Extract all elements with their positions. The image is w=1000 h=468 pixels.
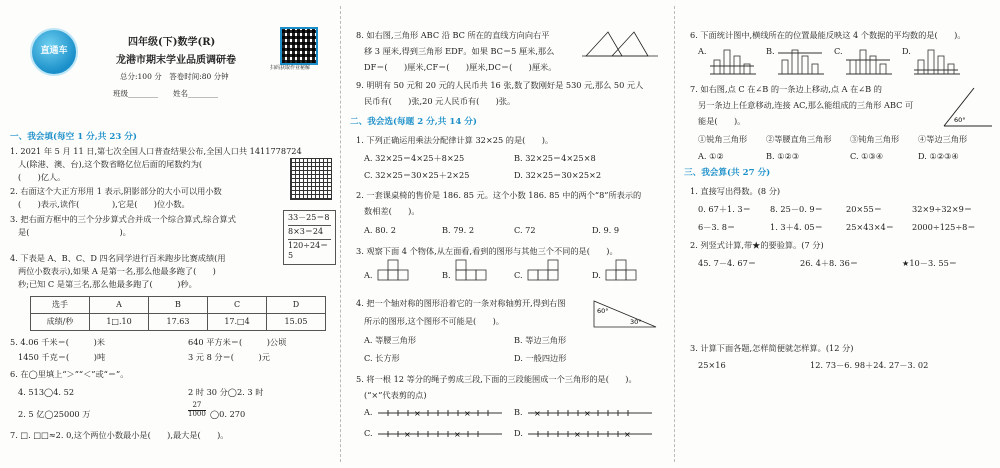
step-eq-3: 120÷24＝5 [288, 240, 329, 261]
q7-line2: 另一条边上任意移动,连接 AC,那么能组成的三角形 ABC 可 [698, 100, 914, 110]
rope-option-a-label[interactable]: A. [364, 407, 373, 417]
rope-figure-a [376, 405, 506, 419]
cube-figure-a [376, 258, 416, 284]
q4-line1: 4. 下表是 A、B、C、D 四名同学进行百米跑步比赛成绩(用 [10, 253, 226, 263]
svg-text:×: × [404, 430, 411, 439]
divider [674, 6, 675, 462]
q7: 7. □. □□≈2. 0,这个两位小数最小是( ),最大是( )。 [10, 430, 229, 440]
s2-q4-b[interactable]: B. 等边三角形 [514, 335, 567, 345]
cube-figure-b [454, 258, 494, 284]
s2-q3-d[interactable]: D. [592, 270, 601, 280]
s2-q2-line2: 数相差( )。 [364, 206, 420, 216]
simplify-calc-2: 12. 73－6. 98＋24. 27－3. 02 [810, 360, 929, 370]
decimal-grid [290, 158, 332, 200]
s2-q1-c[interactable]: C. 32×25＝30×25＋2×25 [364, 170, 470, 180]
s2-q4-c[interactable]: C. 长方形 [364, 353, 400, 363]
table-header-cell: C [208, 297, 267, 314]
s2-q3-c[interactable]: C. [514, 270, 523, 280]
q9-line2: 民币有( )张,20 元人民币有( )张。 [364, 96, 516, 106]
s2-q2-c[interactable]: C. 72 [514, 225, 536, 235]
s2-q1-d[interactable]: D. 32×25＝30×25×2 [514, 170, 602, 180]
divider [340, 6, 341, 462]
svg-text:×: × [574, 430, 581, 439]
qr-caption: 扫码获取作业秘解 [270, 65, 311, 71]
q5-c: 1450 千克＝( )吨 [18, 352, 106, 362]
column-1 [0, 0, 336, 468]
q6-bar-chart: 6. 下面统计图中,横线所在的位置最能反映这 4 个数据的平均数的是( )。 [690, 30, 966, 40]
rope-figure-c [376, 426, 506, 440]
rope-figure-d [526, 426, 656, 440]
q2-line1: 2. 右面这个大正方形用 1 表示,阴影部分的大小可以用小数 [10, 186, 222, 196]
q7-opt-4: ④等边三角形 [918, 134, 968, 144]
q7-opt-1: ①锐角三角形 [698, 134, 748, 144]
q4-line3: 秒;已知 C 是第三名,那么他最多跑了( )秒。 [18, 279, 197, 289]
s2-q4-d[interactable]: D. 一般四边形 [514, 353, 567, 363]
vertical-calc-1: 45. 7－4. 67＝ [698, 258, 757, 268]
section-3-title: 三、我会算(共 27 分) [684, 168, 771, 178]
calc-cell: 2000÷125÷8＝ [912, 222, 976, 232]
exam-subtitle: 龙港市期末学业品质调研卷 [116, 55, 236, 66]
bar-chart-b [776, 46, 826, 76]
bar-option-b-label[interactable]: B. [766, 46, 775, 56]
angle-figure [940, 84, 996, 130]
fraction-numerator: 27 [188, 402, 206, 411]
svg-text:×: × [454, 430, 461, 439]
q5-b: 640 平方米＝( )公顷 [188, 337, 287, 347]
column-2 [346, 0, 670, 468]
rope-figure-b [526, 405, 656, 419]
logo-text: 直通车 [40, 46, 68, 56]
svg-text:×: × [624, 430, 631, 439]
exam-title: 四年级(下)数学(R) [128, 37, 216, 48]
q6-title: 6. 在◯里填上“＞”“＜”或“＝”。 [10, 369, 129, 379]
q9-line1: 9. 明明有 50 元和 20 元的人民币共 16 张,数了数刚好是 530 元,那么 50 元人 [356, 80, 644, 90]
table-cell: 15.05 [267, 314, 326, 331]
cube-figure-c [526, 258, 566, 284]
table-header-cell: 选手 [31, 297, 90, 314]
step-eq-2: 8×3＝24 [288, 226, 331, 240]
q6-a: 4. 513◯4. 52 [18, 387, 75, 397]
s2-q4-line1: 4. 把一个轴对称的图形沿着它的一条对称轴剪开,得到右图 [356, 298, 566, 308]
calc-cell: 0. 67＋1. 3＝ [698, 204, 751, 214]
q6-b: 2 时 30 分◯2. 3 时 [188, 387, 264, 397]
column-3 [680, 0, 1000, 468]
q8-line3: DF＝( )厘米,CF＝( )厘米,DC＝( )厘米。 [364, 62, 557, 72]
vertical-calc-3: ★10－3. 55＝ [902, 258, 957, 268]
table-header-cell: D [267, 297, 326, 314]
svg-text:×: × [534, 409, 541, 418]
q7-line1: 7. 如右图,点 C 在∠B 的一条边上移动,点 A 在∠B 的 [690, 84, 882, 94]
svg-text:×: × [414, 409, 421, 418]
section-1-title: 一、我会填(每空 1 分,共 23 分) [10, 132, 137, 142]
bar-chart-d [912, 46, 962, 76]
s2-q4-a[interactable]: A. 等腰三角形 [364, 335, 417, 345]
q1-line3: ( )亿人。 [18, 172, 66, 182]
bar-option-a-label[interactable]: A. [698, 46, 707, 56]
step-equations-box [283, 210, 336, 265]
s3-q2: 2. 列竖式计算,带★的要验算。(7 分) [690, 240, 824, 250]
q6-d-rest: ◯0. 270 [210, 409, 246, 419]
table-row [31, 314, 326, 331]
vertical-calc-2: 26. 4＋8. 36＝ [800, 258, 859, 268]
translation-triangles-figure [578, 28, 668, 60]
table-cell: 17.□4 [208, 314, 267, 331]
qr-code[interactable] [280, 27, 318, 65]
right-triangle-figure [590, 297, 660, 331]
q1-line1: 1. 2021 年 5 月 11 日,第七次全国人口普查结果公布,全国人口共 1411778724 [10, 146, 302, 156]
s2-q3: 3. 观察下面 4 个物体,从左面看,看到的图形与其他三个不同的是( )。 [356, 246, 618, 256]
fraction-denominator: 1000 [188, 409, 206, 418]
table-header-cell: B [149, 297, 208, 314]
q6-d-fraction [188, 402, 206, 418]
q7-choice-a[interactable]: A. ①② [698, 151, 724, 161]
q7-choice-c[interactable]: C. ①③④ [850, 151, 884, 161]
table-cell: 成绩/秒 [31, 314, 90, 331]
angle-label: 60° [954, 116, 966, 124]
class-name-line: 班级________ 姓名________ [113, 89, 218, 98]
calc-cell: 6－3. 8＝ [698, 222, 736, 232]
s2-q5-note: (“×”代表剪的点) [364, 390, 427, 400]
q7-line3: 能是( )。 [698, 116, 746, 126]
q5-d: 3 元 8 分＝( )元 [188, 352, 270, 362]
s2-q2-d[interactable]: D. 9. 9 [592, 225, 620, 235]
q8-line1: 8. 如右图,三角形 ABC 沿 BC 所在的直线方向向右平 [356, 30, 550, 40]
rope-option-c-label[interactable]: C. [364, 428, 373, 438]
score-time: 总分:100 分 答卷时间:80 分钟 [120, 72, 229, 81]
s2-q2-b[interactable]: B. 79. 2 [442, 225, 475, 235]
logo-badge [30, 28, 78, 76]
table-header-row [31, 297, 326, 314]
calc-cell: 25×43×4＝ [846, 222, 894, 232]
calc-cell: 20×55＝ [846, 204, 882, 214]
s3-q3: 3. 计算下面各题,怎样简便就怎样算。(12 分) [690, 343, 854, 353]
q4-line2: 两位小数表示),如果 A 是第一名,那么他最多跑了( ) [18, 266, 216, 276]
s2-q2: 2. 一套课桌椅的售价是 186. 85 元。这个小数 186. 85 中的两个“8”所表示的 [356, 190, 642, 200]
s2-q2-a[interactable]: A. 80. 2 [364, 225, 396, 235]
step-eq-1: 33－25＝8 [288, 212, 331, 226]
q8-line2: 移 3 厘米,得到三角形 EDF。如果 BC＝5 厘米,那么 [364, 46, 555, 56]
svg-text:×: × [464, 409, 471, 418]
q2-line2: ( )表示,读作( ),它是( )位小数。 [18, 199, 190, 209]
q3-line2: 是( )。 [18, 227, 131, 237]
angle-label-30: 30° [630, 318, 642, 326]
s3-q1: 1. 直接写出得数。(8 分) [690, 186, 781, 196]
q6-c: 2. 5 亿◯25000 万 [18, 409, 91, 419]
table-cell: 1□.10 [90, 314, 149, 331]
s2-q5: 5. 将一根 12 等分的绳子剪成三段,下面的三段能围成一个三角形的是( )。 [356, 374, 637, 384]
calc-cell: 1. 3＋4. 05＝ [770, 222, 823, 232]
section-2-title: 二、我会选(每题 2 分,共 14 分) [350, 117, 477, 127]
cube-figure-d [604, 258, 644, 284]
s2-q4-line2: 所示的图形,这个图形不可能是( )。 [364, 316, 504, 326]
bar-chart-c [844, 46, 894, 76]
rope-option-b-label[interactable]: B. [514, 407, 523, 417]
bar-chart-a [708, 46, 758, 76]
bar-option-d-label[interactable]: D. [902, 46, 911, 56]
rope-option-d-label[interactable]: D. [514, 428, 523, 438]
s2-q3-b[interactable]: B. [442, 270, 451, 280]
q7-opt-2: ②等腰直角三角形 [766, 134, 832, 144]
svg-text:×: × [584, 409, 591, 418]
table-header-cell: A [90, 297, 149, 314]
s2-q1-a[interactable]: A. 32×25＝4×25＋8×25 [364, 153, 465, 163]
angle-label-60: 60° [597, 307, 609, 315]
simplify-calc-1: 25×16 [698, 360, 726, 370]
s2-q1-b[interactable]: B. 32×25＝4×25×8 [514, 153, 596, 163]
calc-cell: 8. 25－0. 9＝ [770, 204, 823, 214]
calc-cell: 32×9÷32×9＝ [912, 204, 973, 214]
q7-choice-d[interactable]: D. ①②③④ [918, 151, 959, 161]
table-cell: 17.63 [149, 314, 208, 331]
bar-option-c-label[interactable]: C. [834, 46, 843, 56]
q5-a: 5. 4.06 千米＝( )米 [10, 337, 105, 347]
q3-line1: 3. 把右面方框中的三个分步算式合并成一个综合算式,综合算式 [10, 214, 236, 224]
q7-opt-3: ③钝角三角形 [850, 134, 900, 144]
q1-line2: 人(除港、澳、台),这个数省略亿位后面的尾数约为( [18, 159, 203, 169]
race-result-table [30, 296, 326, 331]
s2-q3-a[interactable]: A. [364, 270, 373, 280]
q7-choice-b[interactable]: B. ①②③ [766, 151, 800, 161]
s2-q1: 1. 下列正确运用乘法分配律计算 32×25 的是( )。 [356, 135, 554, 145]
